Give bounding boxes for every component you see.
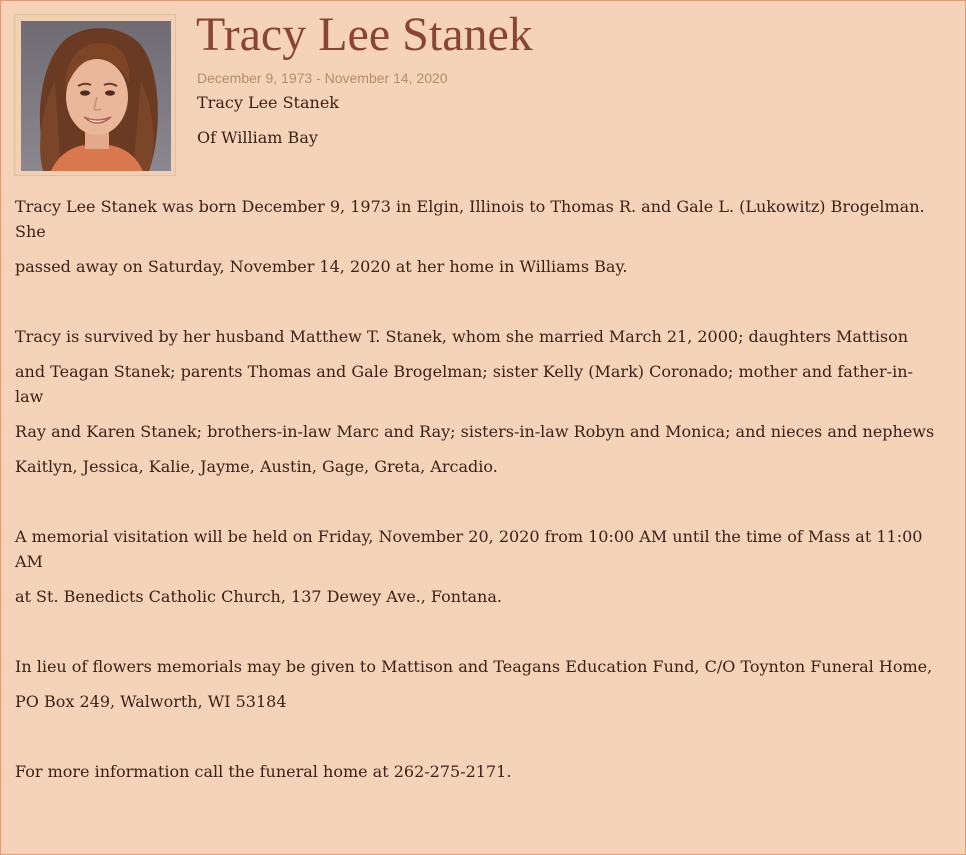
survivors-paragraph-line-1: Tracy is survived by her husband Matthew T. Stanek, whom she married March 21, 2000; daughters Mattison [15, 327, 909, 346]
birth-paragraph-line-1: Tracy Lee Stanek was born December 9, 1973 in Elgin, Illinois to Thomas R. and Gale L. (Lukowitz) Brogelman. She [15, 197, 925, 241]
portrait-image [21, 21, 171, 171]
subheading-name: Tracy Lee Stanek [197, 93, 339, 112]
birth-paragraph-line-2: passed away on Saturday, November 14, 2020 at her home in Williams Bay. [15, 257, 628, 276]
portrait-frame [14, 14, 176, 176]
portrait-photo [21, 21, 171, 171]
contact-paragraph: For more information call the funeral home at 262-275-2171. [15, 762, 512, 781]
deceased-name-heading: Tracy Lee Stanek [196, 8, 533, 61]
life-dates: December 9, 1973 - November 14, 2020 [197, 70, 448, 86]
visitation-paragraph-line-1: A memorial visitation will be held on Friday, November 20, 2020 from 10:00 AM until the time of Mass at 11:00 AM [15, 527, 923, 571]
obituary-body [15, 194, 935, 794]
survivors-paragraph-line-3: Ray and Karen Stanek; brothers-in-law Marc and Ray; sisters-in-law Robyn and Monica; and nieces and nephews [15, 422, 935, 441]
memorials-paragraph-line-2: PO Box 249, Walworth, WI 53184 [15, 692, 287, 711]
visitation-paragraph-line-2: at St. Benedicts Catholic Church, 137 Dewey Ave., Fontana. [15, 587, 502, 606]
memorials-paragraph-line-1: In lieu of flowers memorials may be given to Mattison and Teagans Education Fund, C/O Toynton Funeral Home, [15, 657, 933, 676]
survivors-paragraph-line-4: Kaitlyn, Jessica, Kalie, Jayme, Austin, Gage, Greta, Arcadio. [15, 457, 498, 476]
survivors-paragraph-line-2: and Teagan Stanek; parents Thomas and Gale Brogelman; sister Kelly (Mark) Coronado; mother and father-in-law [15, 362, 913, 406]
residence-text: Of William Bay [197, 128, 318, 147]
